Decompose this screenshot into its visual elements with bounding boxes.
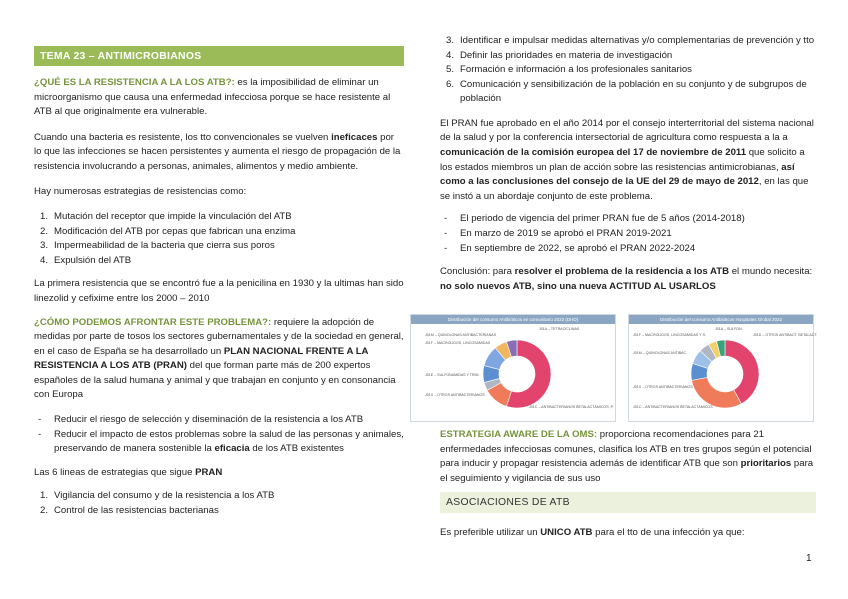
aware-heading: ESTRATEGIA AWARE DE LA OMS: [440, 429, 598, 440]
chart-label: J01F – MACROLIDOS, LINCOSAMIDAS [425, 341, 491, 345]
list-item: 3. Identificar e impulsar medidas alternativas y/o complementarias de prevención y tto [445, 35, 815, 46]
paragraph-associations: Es preferible utilizar un UNICO ATB para el tto de una infección ya que: [440, 527, 745, 538]
chart-label: J01X – OTROS ANTIBACTERIANOS [425, 393, 485, 397]
list-item: 6. Comunicación y sensibilización de la población en su conjunto y de subgrupos de población [445, 78, 807, 105]
pran-lines-list-continued [440, 34, 818, 107]
right-column [440, 34, 818, 301]
question-problem: ¿CÓMO PODEMOS AFRONTAR ESTE PROBLEMA?: requiere la adopción de medidas por parte de tosos los sectores gubernamentales y de la sociedad en general, en el caso de España se ha desarrollado un PLAN NACIONAL FRENTE A LA RESISTENCIA A LOS ATB (PRAN) del que forman parte más de 200 expertos españoles de la salud humana y animal y que trabajan en conjunto y en consonancia con Europa [34, 316, 404, 401]
list-item: 1. Vigilancia del consumo y de la resistencia a los ATB [39, 490, 275, 502]
paragraph-aware: ESTRATEGIA AWARE DE LA OMS: proporciona recomendaciones para 21 enfermedades infecciosas comunes, clasifica los ATB en tres grupos según el potencial para inducir y propagar resistencia además de identificar ATB que son prioritarios para el seguimiento y vigilancia de sus uso [440, 429, 814, 484]
list-item: 4. Expulsión del ATB [39, 254, 132, 266]
chart-label: J01F – MACROLIDOS, LINCOSAMIDAS Y S. [633, 333, 706, 337]
associations-banner [440, 492, 816, 513]
section-title: TEMA 23 – ANTIMICROBIANOS [40, 51, 202, 62]
page-number: 1 [806, 553, 812, 564]
list-item: 4. Definir las prioridades en materia de investigación [445, 49, 673, 61]
associations-title: ASOCIACIONES DE ATB [446, 497, 570, 508]
chart-label: J01C – ANTIBACTERIANOS BETALACTÁMICOS [633, 405, 713, 409]
paragraph-ineficaces: Cuando una bacteria es resistente, los tto convencionales se vuelven ineficaces por lo que las infecciones se hacen persistentes y aumenta el riesgo de propagación de la resistencia involucrando a personas, animales, alimentos y medio ambiente. [34, 131, 401, 172]
chart-label: J01M – QUINOLONAS ANTIBACTERIANAS [425, 333, 497, 337]
list-item: 2. Control de las resistencias bacterianas [39, 504, 219, 516]
chart-label: J01C – ANTIBACTERIANOS BETALACTÁMICOS, P. [529, 405, 614, 409]
pran-goals-list [34, 413, 404, 457]
chart-label: J01D – OTROS ANTIBACT. BETALACT. [753, 333, 818, 337]
chart-label: J01X – OTROS ANTIBACTERIANOS [633, 385, 693, 389]
chart-label: J01E – SULFONAMIDAS Y TRIM. [425, 373, 480, 377]
pran-lines-list [34, 489, 404, 518]
list-item: 5. Formación e información a los profesionales sanitarios [445, 64, 692, 76]
associations-section [440, 526, 818, 548]
list-item: - El periodo de vigencia del primer PRAN fue de 5 años (2014-2018) [440, 212, 818, 227]
paragraph-strategies-intro: Hay numerosas estrategias de resistencias como: [34, 186, 247, 198]
aware-section [440, 428, 818, 493]
paragraph-first-resistance: La primera resistencia que se encontró fue a la penicilina en 1930 y la ultimas han sido linezolid y cefixime entre los 2000 – 2010 [34, 278, 404, 304]
list-item: 3. Impermeabilidad de la bacteria que cierra sus poros [39, 240, 275, 252]
chart-title: Distribución del consumo Antibióticos Hospitales Global 2022 [629, 315, 813, 324]
chart-label: J01A – TETRACICLINAS [539, 327, 580, 331]
question-resistance-heading: ¿QUÉ ES LA RESISTENCIA A LA LOS ATB?: [34, 77, 235, 88]
list-item: 1. Mutación del receptor que impide la vinculación del ATB [39, 211, 292, 223]
question-resistance: ¿QUÉ ES LA RESISTENCIA A LA LOS ATB?: es la imposibilidad de eliminar un microorganismo que causa una enfermedad infecciosa porque se hace resistente al ATB al que originalmente era vulnerable. [34, 77, 391, 118]
paragraph-conclusion: Conclusión: para resolver el problema de la residencia a los ATB el mundo necesita: no solo nuevos ATB, sino una nueva ACTITUD AL USARLOS [440, 266, 813, 292]
chart-label: J01M – QUINOLONAS ANTIBAC. [633, 351, 688, 355]
chart-label: J01A – SULFON. [715, 327, 743, 331]
chart-community-consumption [410, 314, 616, 422]
list-item: - En septiembre de 2022, se aprobó el PRAN 2022-2024 [440, 242, 818, 257]
section-title-banner [34, 46, 404, 66]
pran-periods-list [440, 212, 818, 256]
list-item: - Reducir el riesgo de selección y diseminación de la resistencia a los ATB [34, 413, 404, 428]
strategies-list [34, 210, 404, 268]
paragraph-pran-approval: El PRAN fue aprobado en el año 2014 por el consejo interterritorial del sistema nacional de la salud y por la conferencia intersectorial de agricultura como respuesta a la a comunicación de la comisión europea del 17 de noviembre de 2011 que solicito a los estados miembros un plan de acción sobre las resistencias antimicrobianas, así como a las conclusiones del consejo de la UE del 29 de mayo de 2012, en las que se instó a un abordaje conjunto de este problema. [440, 117, 814, 202]
list-item: - Reducir el impacto de estos problemas sobre la salud de las personas y animales, preservando de manera sostenible la eficacia de los ATB existentes [34, 428, 404, 457]
paragraph-pran-lines: Las 6 lineas de estrategias que sigue PRAN [34, 466, 223, 478]
left-column [34, 76, 404, 518]
list-item: - En marzo de 2019 se aprobó el PRAN 2019-2021 [440, 227, 818, 242]
list-item: 2. Modificación del ATB por cepas que fabrican una enzima [39, 225, 296, 237]
pie-slice [692, 377, 742, 408]
chart-hospital-consumption [628, 314, 818, 422]
question-problem-heading: ¿CÓMO PODEMOS AFRONTAR ESTE PROBLEMA?: [34, 316, 272, 328]
chart-title: Distribución del consumo Antibióticos en comunitario 2022 (DHD) [411, 315, 615, 324]
